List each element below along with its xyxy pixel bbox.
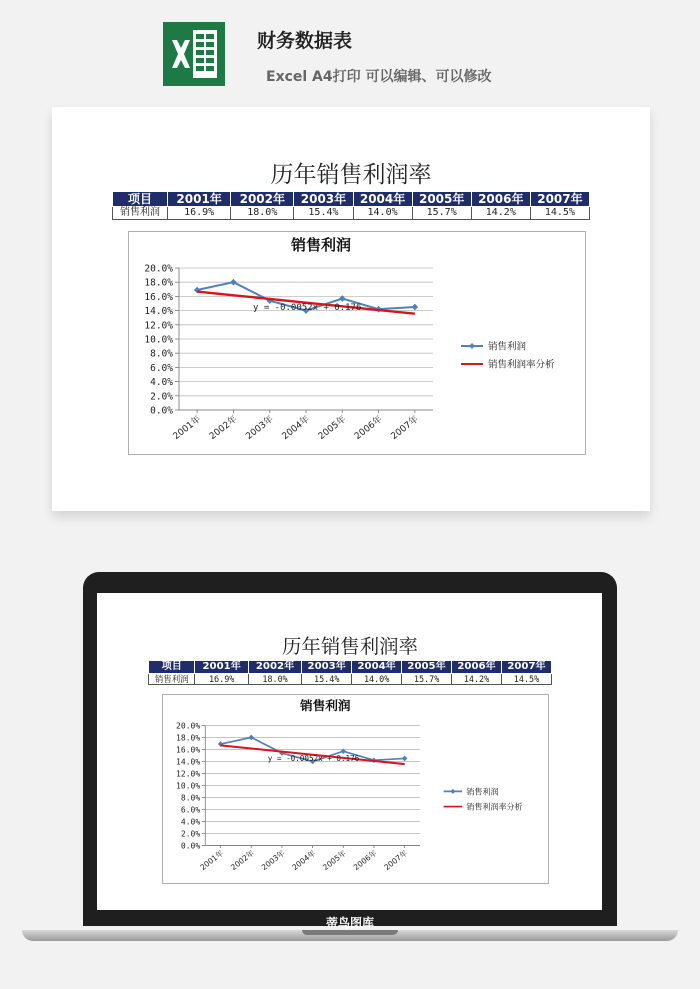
x-tick-label: 2006年 [353, 414, 385, 443]
preview-card [52, 107, 650, 511]
legend-label: 销售利润 [488, 341, 527, 353]
y-tick-label: 4.0% [180, 817, 200, 827]
laptop-notch [302, 930, 398, 935]
table-cell: 14.2% [452, 674, 502, 685]
x-tick-label: 2007年 [381, 848, 409, 873]
data-table [112, 191, 590, 220]
chart-svg [163, 695, 548, 883]
x-tick-label: 2003年 [259, 848, 287, 873]
sheet-title: 历年销售利润率 [270, 162, 432, 188]
table-header-cell: 项目 [149, 661, 195, 674]
line-chart [162, 694, 549, 884]
y-tick-label: 20.0% [144, 263, 173, 275]
y-tick-label: 16.0% [144, 291, 173, 303]
data-point [248, 735, 254, 741]
y-tick-label: 14.0% [144, 306, 173, 318]
y-tick-label: 20.0% [175, 721, 200, 731]
x-tick-label: 2002年 [228, 848, 256, 873]
legend-label: 销售利润 [465, 787, 499, 797]
y-tick-label: 10.0% [144, 334, 173, 346]
y-tick-label: 6.0% [180, 805, 200, 815]
table-header-cell: 2002年 [231, 192, 294, 207]
app-header [0, 0, 700, 100]
excel-icon [163, 22, 225, 86]
x-tick-label: 2005年 [320, 848, 348, 873]
sheet-title: 历年销售利润率 [282, 635, 418, 658]
table-row-label: 销售利润 [113, 207, 168, 220]
table-cell: 14.2% [471, 207, 530, 220]
table-header-cell: 2001年 [168, 192, 231, 207]
x-tick-label: 2003年 [244, 414, 276, 443]
chart-svg [129, 232, 585, 454]
table-cell: 15.4% [302, 674, 352, 685]
table-cell: 16.9% [195, 674, 248, 685]
data-point [412, 304, 419, 311]
x-tick-label: 2004年 [280, 414, 312, 443]
laptop-screen [97, 593, 602, 910]
table-cell: 15.4% [294, 207, 353, 220]
table-header-cell: 2007年 [530, 192, 589, 207]
y-tick-label: 4.0% [150, 377, 173, 389]
table-cell: 18.0% [248, 674, 301, 685]
table-header-cell: 2003年 [302, 661, 352, 674]
sheet-preview [112, 161, 590, 455]
table-header-cell: 2001年 [195, 661, 248, 674]
x-tick-label: 2006年 [351, 848, 379, 873]
chart-title: 销售利润 [299, 698, 351, 714]
y-tick-label: 14.0% [175, 757, 200, 767]
table-header-cell: 项目 [113, 192, 168, 207]
table-cell: 15.7% [412, 207, 471, 220]
legend-marker [469, 343, 475, 349]
page-title: 财务数据表 [257, 30, 353, 52]
y-tick-label: 16.0% [175, 745, 200, 755]
x-tick-label: 2001年 [197, 848, 225, 873]
laptop-brand: 蒂鸟图库 [325, 916, 374, 930]
legend-label: 销售利润率分析 [488, 359, 555, 371]
table-header-cell: 2002年 [248, 661, 301, 674]
x-tick-label: 2001年 [171, 414, 203, 443]
table-header-cell: 2006年 [471, 192, 530, 207]
table-header-cell: 2006年 [452, 661, 502, 674]
table-cell: 14.0% [352, 674, 402, 685]
table-header-cell: 2007年 [501, 661, 551, 674]
y-tick-label: 0.0% [180, 841, 200, 851]
y-tick-label: 18.0% [144, 277, 173, 289]
table-row-label: 销售利润 [149, 674, 195, 685]
y-tick-label: 8.0% [150, 348, 173, 360]
legend-label: 销售利润率分析 [465, 802, 523, 812]
table-header-cell: 2003年 [294, 192, 353, 207]
x-tick-label: 2004年 [289, 848, 317, 873]
y-tick-label: 12.0% [144, 320, 173, 332]
table-cell: 18.0% [231, 207, 294, 220]
line-chart [128, 231, 586, 455]
x-tick-label: 2005年 [316, 414, 349, 443]
x-tick-label: 2002年 [207, 414, 240, 443]
y-tick-label: 6.0% [150, 362, 173, 374]
table-header-cell: 2005年 [402, 661, 452, 674]
table-cell: 14.5% [530, 207, 589, 220]
table-cell: 14.5% [501, 674, 551, 685]
y-tick-label: 2.0% [150, 391, 173, 403]
trend-equation: y = -0.0052x + 0.176 [267, 754, 359, 764]
table-header-cell: 2004年 [352, 661, 402, 674]
table-header-cell: 2005年 [412, 192, 471, 207]
data-point [401, 756, 407, 762]
y-tick-label: 0.0% [150, 405, 173, 417]
table-cell: 14.0% [353, 207, 412, 220]
sheet-preview-small [148, 635, 552, 873]
y-tick-label: 12.0% [175, 769, 200, 779]
y-tick-label: 18.0% [175, 733, 200, 743]
chart-title: 销售利润 [290, 236, 352, 254]
y-tick-label: 2.0% [180, 829, 200, 839]
table-header-cell: 2004年 [353, 192, 412, 207]
trend-equation: y = -0.0052x + 0.176 [253, 303, 362, 313]
data-point [230, 279, 237, 286]
page-subtitle: Excel A4打印 可以编辑、可以修改 [266, 69, 492, 85]
y-tick-label: 10.0% [175, 781, 200, 791]
legend-marker [450, 789, 455, 794]
data-table [148, 660, 552, 685]
y-tick-label: 8.0% [180, 793, 200, 803]
table-cell: 16.9% [168, 207, 231, 220]
x-tick-label: 2007年 [389, 414, 421, 443]
table-cell: 15.7% [402, 674, 452, 685]
